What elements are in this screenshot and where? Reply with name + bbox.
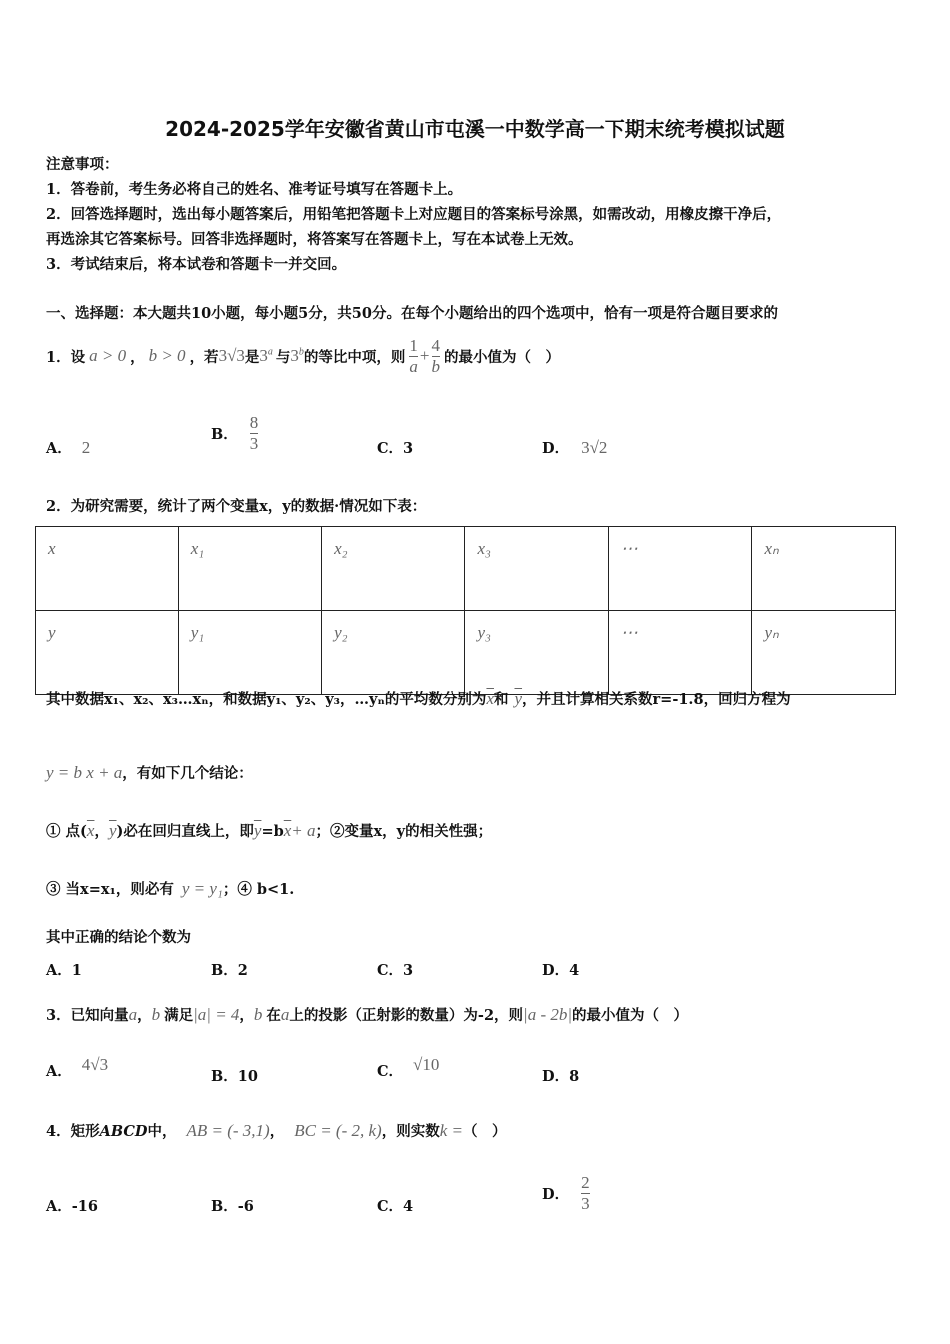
question-2: 2．为研究需要，统计了两个变量x，y的数据·情况如下表： xyxy=(46,498,427,515)
table-cell: y xyxy=(36,611,179,695)
table-cell: y₂ xyxy=(322,611,465,695)
math-expr: b > 0 xyxy=(148,346,186,365)
math-expr: 3$^b$ xyxy=(290,346,304,365)
page-title: 2024-2025学年安徽省黄山市屯溪一中数学高一下期末统考模拟试题 xyxy=(165,117,785,141)
table-row xyxy=(36,527,896,611)
option-b[interactable]: B．10 xyxy=(211,1068,258,1085)
fraction: $\frac{1}{a}$ xyxy=(409,335,418,376)
question-1: 1．设 a > 0 ， b > 0 ，若 3√3 是 3$^a$ 与 3$^b$ 的等比中项，则 $\frac{1}{a}$ + $\frac{4}{b}$ 的最小值为（ ） xyxy=(46,335,560,376)
option-c[interactable]: C． √10 xyxy=(377,1055,440,1080)
table-cell: y₃ xyxy=(465,611,608,695)
question-number: 1．设 xyxy=(46,348,86,366)
question-3: 3．已知向量a，b 满足|a| = 4，b 在a上的投影（正射影的数量）为-2，则|a - 2b|的最小值为（ ） xyxy=(46,1005,689,1024)
notice-item: 2．回答选择题时，选出每小题答案后，用铅笔把答题卡上对应题目的答案标号涂黑，如需改动，用橡皮擦干净后， xyxy=(46,206,782,223)
question-text: ，若 xyxy=(189,348,219,366)
conclusion-3-4: ③ 当x=x₁，则必有 y = y₁；④ b<1. xyxy=(46,879,295,898)
table-cell: ⋯ xyxy=(608,611,752,695)
option-a[interactable]: A． 4√3 xyxy=(46,1055,109,1080)
option-d[interactable]: D． $\frac{2}{3}$ xyxy=(542,1172,590,1213)
table-cell: y₁ xyxy=(178,611,321,695)
question-text: 与 xyxy=(275,348,291,366)
question-text: 是 xyxy=(244,348,260,366)
data-table xyxy=(35,526,896,695)
question-2-text: 其中数据x₁、x₂、x₃…xₙ，和数据y₁、y₂、y₃，…yₙ的平均数分别为$\overline{x}$和 $\overline{y}$，并且计算相关系数r=-1.8，回归方程为 xyxy=(46,689,791,708)
table-cell: x₂ xyxy=(322,527,465,611)
math-expr: 3√3 xyxy=(218,346,245,365)
option-d[interactable]: D．8 xyxy=(542,1068,580,1085)
option-a[interactable]: A．-16 xyxy=(46,1198,98,1215)
option-d[interactable]: D． 3√2 xyxy=(542,438,608,457)
table-row xyxy=(36,611,896,695)
option-d[interactable]: D．4 xyxy=(542,962,580,979)
question-4: 4．矩形ABCD中， AB = (- 3,1)， BC = (- 2, k)，则实数k =（ ） xyxy=(46,1121,507,1140)
section-heading: 一、选择题：本大题共10小题，每小题5分，共50分。在每个小题给出的四个选项中，恰有一项是符合题目要求的 xyxy=(46,305,778,322)
notice-item: 1．答卷前，考生务必将自己的姓名、准考证号填写在答题卡上。 xyxy=(46,181,463,198)
option-c[interactable]: C．3 xyxy=(377,440,414,457)
option-b[interactable]: B．2 xyxy=(211,962,248,979)
table-cell: ⋯ xyxy=(608,527,752,611)
notice-heading: 注意事项： xyxy=(46,156,119,173)
table-cell: yₙ xyxy=(752,611,896,695)
question-2-eq: y = b x + a，有如下几个结论： xyxy=(46,763,253,782)
question-2-ask: 其中正确的结论个数为 xyxy=(46,929,191,946)
option-b[interactable]: B．-6 xyxy=(211,1198,254,1215)
table-cell: x₁ xyxy=(178,527,321,611)
notice-item: 再选涂其它答案标号。回答非选择题时，将答案写在答题卡上，写在本试卷上无效。 xyxy=(46,231,583,248)
option-a[interactable]: A．1 xyxy=(46,962,82,979)
option-a[interactable]: A． 2 xyxy=(46,438,91,457)
question-text: 的最小值为（ ） xyxy=(444,348,560,366)
table-cell: xₙ xyxy=(752,527,896,611)
fraction: $\frac{4}{b}$ xyxy=(431,335,440,376)
conclusion-1-2: ① 点($\overline{x}$，$\overline{y}$)必在回归直线上，即$\overline{y}=b\overline{x}+ a$；②变量x，y的相关性强； xyxy=(46,821,493,840)
question-text: 的等比中项，则 xyxy=(303,348,406,366)
option-b[interactable]: B． $\frac{8}{3}$ xyxy=(211,412,259,453)
math-expr: a > 0 xyxy=(89,346,127,365)
option-c[interactable]: C．4 xyxy=(377,1198,414,1215)
math-expr: + xyxy=(419,346,430,365)
option-c[interactable]: C．3 xyxy=(377,962,414,979)
notice-item: 3．考试结束后，将本试卷和答题卡一并交回。 xyxy=(46,256,347,273)
math-expr: 3$^a$ xyxy=(259,346,273,365)
table-cell: x₃ xyxy=(465,527,608,611)
table-cell: x xyxy=(36,527,179,611)
